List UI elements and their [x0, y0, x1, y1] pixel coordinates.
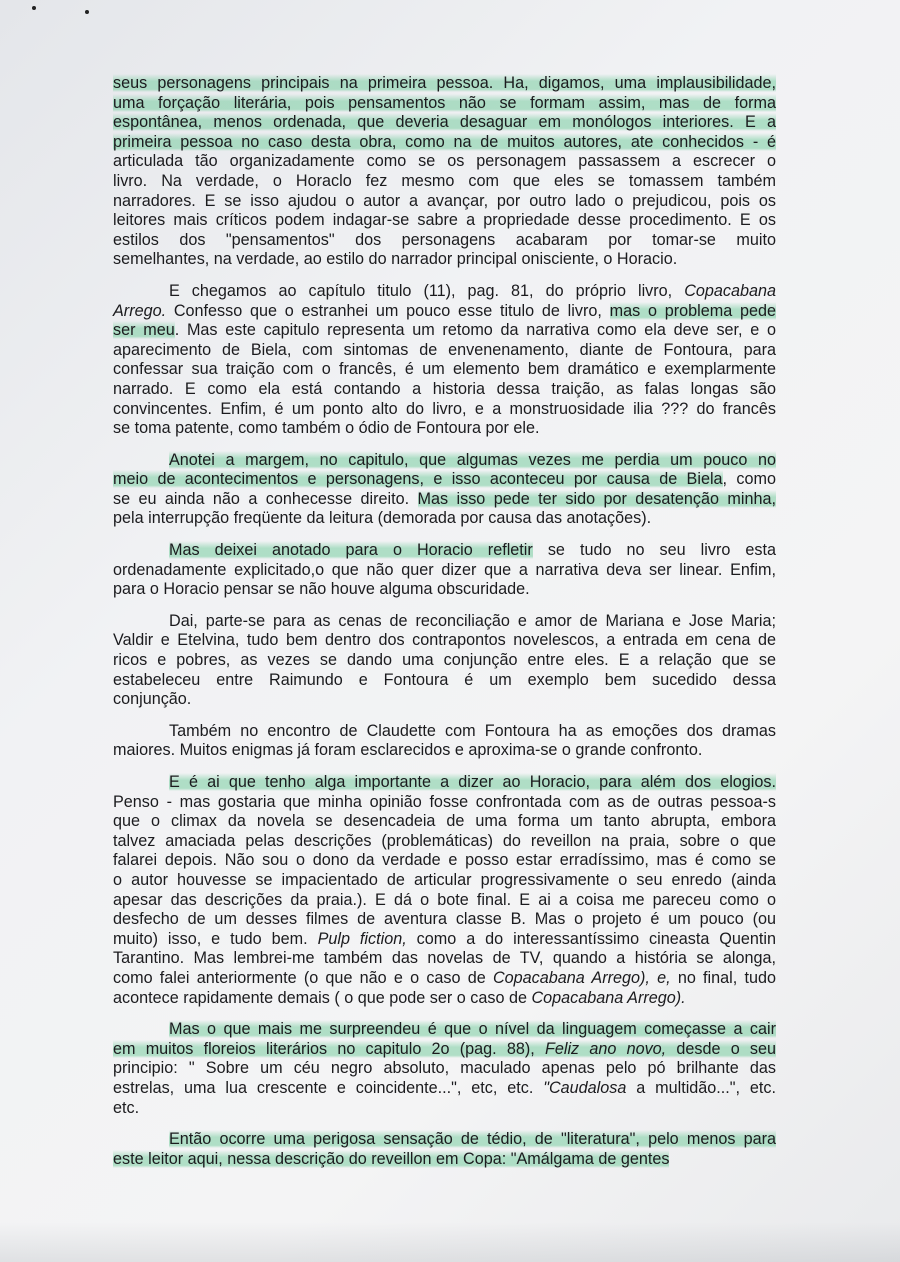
- text-line: [113, 360, 776, 380]
- text-segment: acontece rapidamente demais ( o que pode ser o caso de: [113, 988, 532, 1007]
- text-segment: E chegamos ao capítulo titulo (11), pag. 81, do próprio livro,: [169, 281, 685, 300]
- text-line: [113, 341, 776, 361]
- text-segment: se tudo no seu livro esta: [532, 541, 776, 560]
- text-segment: Arrego.: [113, 301, 167, 320]
- text-segment: desfecho de um desses filmes de aventura classe B. Mas o projeto é um pouco (ou: [113, 910, 776, 929]
- text-segment: para o Horacio pensar se não houve alguma obscuridade.: [113, 580, 530, 599]
- text-line: [113, 172, 776, 192]
- text-line: [113, 930, 776, 950]
- text-line: [113, 451, 776, 471]
- text-segment: Pulp fiction,: [317, 929, 407, 948]
- text-segment: se eu ainda não a conhecesse direito.: [113, 489, 418, 508]
- text-segment: convincentes. Enfim, é um ponto alto do livro, e a monstruosidade ilia ??? do francês: [113, 399, 776, 418]
- text-segment: ordenadamente explicitado,o que não quer dizer que a narrativa deva ser linear. Enfim,: [113, 560, 776, 579]
- highlighted-text: Anotei a margem, no capitulo, que algumas vezes me perdia um pouco no: [169, 450, 776, 469]
- text-segment: ricos e pobres, as vezes se dando uma conjunção entre eles. E a relação que se: [113, 651, 776, 670]
- text-line: [113, 910, 776, 930]
- highlighted-text: Mas isso pede ter sido por desatenção minha,: [417, 489, 776, 508]
- text-segment: principio: " Sobre um céu negro absoluto, maculado apenas pelo pó brilhante das: [113, 1059, 776, 1078]
- text-line: [113, 741, 776, 761]
- text-segment: Copacabana Arrego).: [531, 988, 686, 1007]
- text-line: [113, 321, 776, 341]
- text-line: [113, 94, 776, 114]
- text-line: [113, 231, 776, 251]
- text-segment: Dai, parte-se para as cenas de reconciliação e amor de Mariana e Jose Maria;: [169, 611, 776, 630]
- highlighted-text: em muitos floreios literários no capitulo 2o (pag. 88),: [113, 1039, 545, 1058]
- text-segment: pela interrupção freqüente da leitura (demorada por causa das anotações).: [113, 509, 652, 528]
- text-segment: aparecimento de Biela, com sintomas de envenenamento, diante de Fontoura, para: [113, 340, 776, 359]
- text-line: [113, 851, 776, 871]
- paragraph: [113, 612, 776, 710]
- text-segment: como falei anteriormente (o que não e o caso de: [113, 968, 493, 987]
- text-line: [113, 490, 776, 510]
- text-line: [113, 400, 776, 420]
- text-segment: Também no encontro de Claudette com Fontoura ha as emoções dos dramas: [169, 721, 776, 740]
- text-line: [113, 891, 776, 911]
- text-segment: etc.: [113, 1098, 140, 1117]
- text-segment: maiores. Muitos enigmas já foram esclarecidos e aproxima-se o grande confronto.: [113, 741, 703, 760]
- paragraph: [113, 282, 776, 439]
- highlighted-text: ser meu: [113, 321, 175, 340]
- text-segment: estrelas, uma lua crescente e coincidente...", etc, etc.: [113, 1078, 544, 1097]
- paragraph: [113, 74, 776, 270]
- text-line: [113, 302, 776, 322]
- text-segment: o autor houvesse se impacientado de articular progressivamente o seu enredo (ainda: [113, 870, 776, 889]
- text-line: [113, 949, 776, 969]
- paragraph: [113, 541, 776, 600]
- text-segment: livro. Na verdade, o Horaclo fez mesmo com que eles se tomassem também: [113, 171, 776, 190]
- text-line: [113, 773, 776, 793]
- text-segment: conjunção.: [113, 690, 192, 709]
- highlighted-text: E é ai que tenho alga importante a dizer ao Horacio, para além dos elogios.: [169, 773, 776, 791]
- text-segment: confessar sua traição com o francês, é um elemento bem dramático e exemplarmente: [113, 360, 776, 379]
- text-segment: que o climax da novela se desencadeia de uma forma um tanto abrupta, embora: [113, 812, 776, 831]
- text-line: [113, 690, 776, 710]
- paragraph: [113, 773, 776, 1008]
- highlighted-text: espontânea, menos ordenada, que deveria desaguar em monólogos interiores. E a: [113, 113, 776, 132]
- text-line: [113, 74, 776, 94]
- highlighted-text: seus personagens principais na primeira pessoa. Ha, digamos, uma implausibilidade,: [113, 74, 776, 92]
- text-segment: Confesso que o estranhei um pouco esse titulo de livro,: [166, 301, 610, 320]
- text-segment: se toma patente, como também o ódio de Fontoura por ele.: [113, 419, 540, 438]
- text-segment: narrado. E como ela está contando a historia dessa traição, as falas longas são: [113, 379, 776, 398]
- text-line: [113, 380, 776, 400]
- text-line: [113, 1150, 776, 1170]
- highlighted-text: primeira pessoa no caso desta obra, como na de muitos autores, ate conhecidos - é: [113, 132, 776, 151]
- text-line: [113, 419, 776, 439]
- paper-speck: [85, 10, 89, 14]
- text-line: [113, 561, 776, 581]
- text-segment: . Mas este capitulo representa um retomo da narrativa como ela deve ser, e o: [174, 321, 776, 340]
- text-line: [113, 250, 776, 270]
- text-line: [113, 192, 776, 212]
- text-line: [113, 1059, 776, 1079]
- text-segment: Copacabana Arrego), e,: [492, 968, 671, 987]
- text-segment: talvez amaciada pelas descrições (problemáticas) do reveillon na praia, sobre o que: [113, 831, 776, 850]
- text-line: [113, 1130, 776, 1150]
- highlighted-text: desde o seu: [666, 1039, 776, 1058]
- text-line: [113, 509, 776, 529]
- text-line: [113, 470, 776, 490]
- text-line: [113, 1020, 776, 1040]
- text-line: [113, 1099, 776, 1119]
- highlighted-text: Mas o que mais me surpreendeu é que o nível da linguagem começasse a cair: [169, 1020, 776, 1039]
- highlighted-text: este leitor aqui, nessa descrição do reveillon em Copa: "Amálgama de gentes: [113, 1149, 670, 1168]
- page-shadow: [0, 1222, 900, 1262]
- highlighted-text: uma forçação literária, pois pensamentos não se formam assim, mas de forma: [113, 93, 776, 112]
- paper-speck: [32, 6, 36, 10]
- text-segment: apesar das descrições da praia.). E dá o bote final. E ai a coisa me pareceu como o: [113, 890, 776, 909]
- text-line: [113, 152, 776, 172]
- text-segment: semelhantes, na verdade, ao estilo do narrador principal onisciente, o Horacio.: [113, 250, 678, 269]
- text-segment: Tarantino. Mas lembrei-me também das novelas de TV, quando a história se alonga,: [113, 949, 776, 968]
- text-line: [113, 989, 776, 1009]
- document-body: [113, 74, 776, 1181]
- highlighted-text: mas o problema pede: [609, 301, 776, 320]
- highlighted-text: meio de acontecimentos e personagens, e isso aconteceu por causa de Biela: [113, 470, 723, 489]
- text-segment: narradores. E se isso ajudou o autor a avançar, por outro lado o prejudicou, pois os: [113, 191, 776, 210]
- text-segment: Copacabana: [684, 281, 776, 300]
- text-segment: estilos dos "pensamentos" dos personagens acabaram por tomar-se muito: [113, 230, 776, 249]
- paragraph: [113, 722, 776, 761]
- text-segment: estabeleceu entre Raimundo e Fontoura é um exemplo bem sucedido dessa: [113, 670, 776, 689]
- highlighted-text: Mas deixei anotado para o Horacio refletir: [169, 541, 533, 560]
- text-line: [113, 671, 776, 691]
- text-line: [113, 612, 776, 632]
- paragraph: [113, 451, 776, 529]
- text-segment: muito) isso, e tudo bem.: [113, 929, 318, 948]
- text-segment: a multidão...", etc.: [626, 1078, 776, 1097]
- text-segment: falarei depois. Não sou o dono da verdade e posso estar erradíssimo, mas é como se: [113, 851, 776, 870]
- text-segment: , como: [722, 470, 776, 489]
- text-line: [113, 832, 776, 852]
- text-line: [113, 1040, 776, 1060]
- text-line: [113, 211, 776, 231]
- text-line: [113, 631, 776, 651]
- paragraph: [113, 1130, 776, 1169]
- highlighted-text: Feliz ano novo,: [544, 1039, 667, 1058]
- text-segment: como a do interessantíssimo cineasta Quentin: [406, 929, 777, 948]
- text-line: [113, 722, 776, 742]
- text-segment: no final, tudo: [670, 968, 776, 987]
- text-line: [113, 651, 776, 671]
- highlighted-text: Então ocorre uma perigosa sensação de tédio, de "literatura", pelo menos para: [169, 1130, 776, 1149]
- text-segment: articulada tão organizadamente como se os personagem passassem a escrecer o: [113, 152, 776, 171]
- text-line: [113, 113, 776, 133]
- text-line: [113, 812, 776, 832]
- text-line: [113, 793, 776, 813]
- text-line: [113, 871, 776, 891]
- text-line: [113, 969, 776, 989]
- text-segment: "Caudalosa: [543, 1078, 627, 1097]
- text-segment: leitores mais críticos podem indagar-se sabre a propriedade desse procedimento. E os: [113, 211, 776, 230]
- paragraph: [113, 1020, 776, 1118]
- text-line: [113, 580, 776, 600]
- text-segment: Penso - mas gostaria que minha opinião fosse confrontada com as de outras pessoa-s: [113, 792, 776, 811]
- text-line: [113, 541, 776, 561]
- text-segment: Valdir e Etelvina, tudo bem dentro dos contrapontos novelescos, a entrada em cena de: [113, 631, 776, 650]
- text-line: [113, 1079, 776, 1099]
- text-line: [113, 282, 776, 302]
- text-line: [113, 133, 776, 153]
